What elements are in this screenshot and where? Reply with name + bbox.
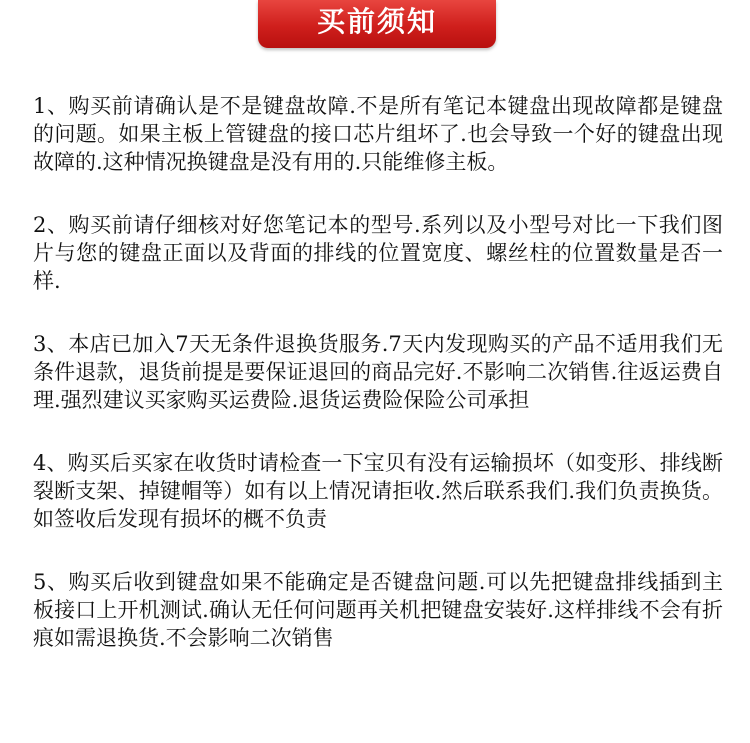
notice-item-1: 1、购买前请确认是不是键盘故障.不是所有笔记本键盘出现故障都是键盘的问题。如果主板上管键盘的接口芯片组坏了.也会导致一个好的键盘出现故障的.这种情况换键盘是没有用的.只能维修主板。 [33, 94, 723, 174]
notice-item-5: 5、购买后收到键盘如果不能确定是否键盘问题.可以先把键盘排线插到主板接口上开机测试.确认无任何问题再关机把键盘安装好.这样排线不会有折痕如需退换货.不会影响二次销售 [33, 570, 723, 650]
title-banner [258, 0, 496, 48]
notice-item-3: 3、本店已加入7天无条件退换货服务.7天内发现购买的产品不适用我们无条件退款，退货前提是要保证退回的商品完好.不影响二次销售.往返运费自理.强烈建议买家购买运费险.退货运费险保险公司承担 [33, 332, 723, 412]
notice-item-2: 2、购买前请仔细核对好您笔记本的型号.系列以及小型号对比一下我们图片与您的键盘正面以及背面的排线的位置宽度、螺丝柱的位置数量是否一样. [33, 213, 723, 293]
page-title: 买前须知 [316, 5, 437, 38]
notice-item-4: 4、购买后买家在收货时请检查一下宝贝有没有运输损坏（如变形、排线断裂断支架、掉键帽等）如有以上情况请拒收.然后联系我们.我们负责换货。如签收后发现有损坏的概不负责 [33, 451, 723, 531]
notice-list [33, 92, 723, 687]
